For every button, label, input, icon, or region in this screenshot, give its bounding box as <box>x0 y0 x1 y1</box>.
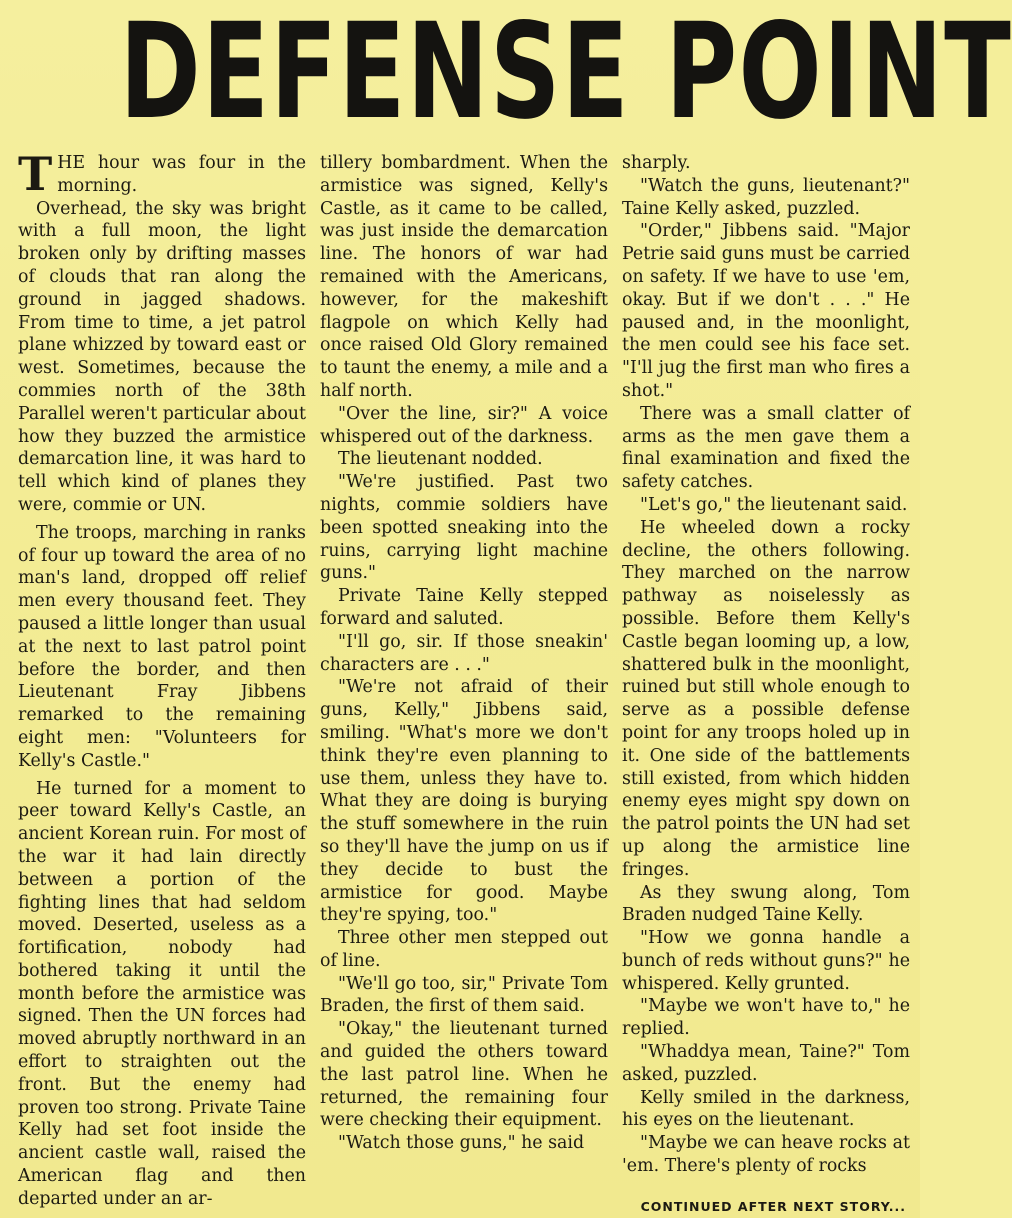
paragraph: "Okay," the lieutenant turned and guided the others toward the last patrol line. When he returned, the remaining four were checking their equipment. <box>320 1019 608 1131</box>
paragraph: Private Taine Kelly stepped forward and saluted. <box>320 586 608 629</box>
drop-cap: T <box>18 147 53 201</box>
story-title: DEFENSE POINT <box>119 0 1012 149</box>
paragraph: "We'll go too, sir," Private Tom Braden, the first of them said. <box>320 973 608 1017</box>
paragraph: He turned for a moment to peer toward Kelly's Castle, an ancient Korean ruin. For most of the war it had lain directly between a portion of the fighting lines that had seldom moved. Deserted, useless as a fortification, nobody had bothered taking it until the month before the armistice was signed. Then the UN forces had moved abruptly northward in an effort to straighten out the front. But the enemy had proven too strong. Private Taine Kelly had set foot inside the ancient castle wall, raised the American flag and then departed under an ar- <box>18 778 306 1209</box>
paragraph: "Let's go," the lieutenant said. <box>640 494 908 515</box>
paragraph: "Watch those guns," he said <box>338 1133 585 1154</box>
paragraph: "Order," Jibbens said. "Major Petrie said guns must be carried on safety. If we have to use 'em, okay. But if we don't . . ." He paused and, in the moonlight, the men could see his face set. "I'll jug the first man who fires a shot." <box>622 221 910 401</box>
paragraph: "We're justified. Past two nights, commie soldiers have been spotted sneaking into the ruins, carrying light machine guns." <box>320 472 608 584</box>
paragraph: There was a small clatter of arms as the men gave them a final examination and fixed the safety catches. <box>622 403 910 493</box>
continued-notice: CONTINUED AFTER NEXT STORY... <box>640 1199 906 1214</box>
paragraph: Three other men stepped out of line. <box>320 928 608 971</box>
column-3 <box>622 152 910 1192</box>
paragraph: "How we gonna handle a bunch of reds without guns?" he whispered. Kelly grunted. <box>622 928 910 994</box>
paragraph: He wheeled down a rocky decline, the others following. They marched on the narrow pathway as noiselessly as possible. Before them Kelly's Castle began looming up, a low, shattered bulk in the moonlight, ruined but still whole enough to serve as a possible defense point for any troops holed up in it. One side of the battlements still existed, from which hidden enemy eyes might spy down on the patrol points the UN had set up along the armistice line fringes. <box>622 517 910 880</box>
paragraph: The troops, marching in ranks of four up toward the area of no man's land, dropped off relief men every thousand feet. They paused a little longer than usual at the next to last patrol point before the border, and then Lieutenant Fray Jibbens remarked to the remaining eight men: "Volunteers for Kelly's Castle." <box>18 522 306 771</box>
paragraph: As they swung along, Tom Braden nudged Taine Kelly. <box>622 882 910 926</box>
column-2 <box>320 152 608 1192</box>
paragraph: tillery bombardment. When the armistice was signed, Kelly's Castle, as it came to be called, was just inside the demarcation line. The honors of war had remained with the Americans, however, for the makeshift flagpole on which Kelly had once raised Old Glory remained to taunt the enemy, a mile and a half north. <box>320 153 608 401</box>
column-1 <box>18 147 306 1209</box>
paragraph: sharply. <box>622 153 691 173</box>
paragraph: "Watch the guns, lieutenant?" Taine Kelly asked, puzzled. <box>622 175 910 219</box>
paragraph: "I'll go, sir. If those sneakin' characters are . . ." <box>320 631 608 675</box>
paragraph: Overhead, the sky was bright with a full moon, the light broken only by drifting masses of clouds that ran along the ground in jagged shadows. From time to time, a jet patrol plane whizzed by toward east or west. Sometimes, because the commies north of the 38th Parallel weren't particular about how they buzzed the armistice demarcation line, it was hard to tell which kind of planes they were, commie or UN. <box>18 198 306 515</box>
paragraph: "Maybe we won't have to," he replied. <box>622 996 910 1040</box>
paragraph: THE hour was four in the morning. <box>18 147 306 201</box>
paragraph: "Whaddya mean, Taine?" Tom asked, puzzled. <box>622 1042 910 1085</box>
paragraph: "We're not afraid of their guns, Kelly," Jibbens said, smiling. "What's more we don't think they're even planning to use them, unless they have to. What they are doing is burying the stuff somewhere in the ruin so they'll have the jump on us if they decide to bust the armistice for good. Maybe they're spying, too." <box>320 677 608 926</box>
paragraph: "Over the line, sir?" A voice whispered out of the darkness. <box>320 403 608 447</box>
paragraph: Kelly smiled in the darkness, his eyes on the lieutenant. <box>622 1087 910 1131</box>
paragraph: The lieutenant nodded. <box>338 449 543 470</box>
paragraph: "Maybe we can heave rocks at 'em. There's plenty of rocks <box>622 1133 910 1177</box>
